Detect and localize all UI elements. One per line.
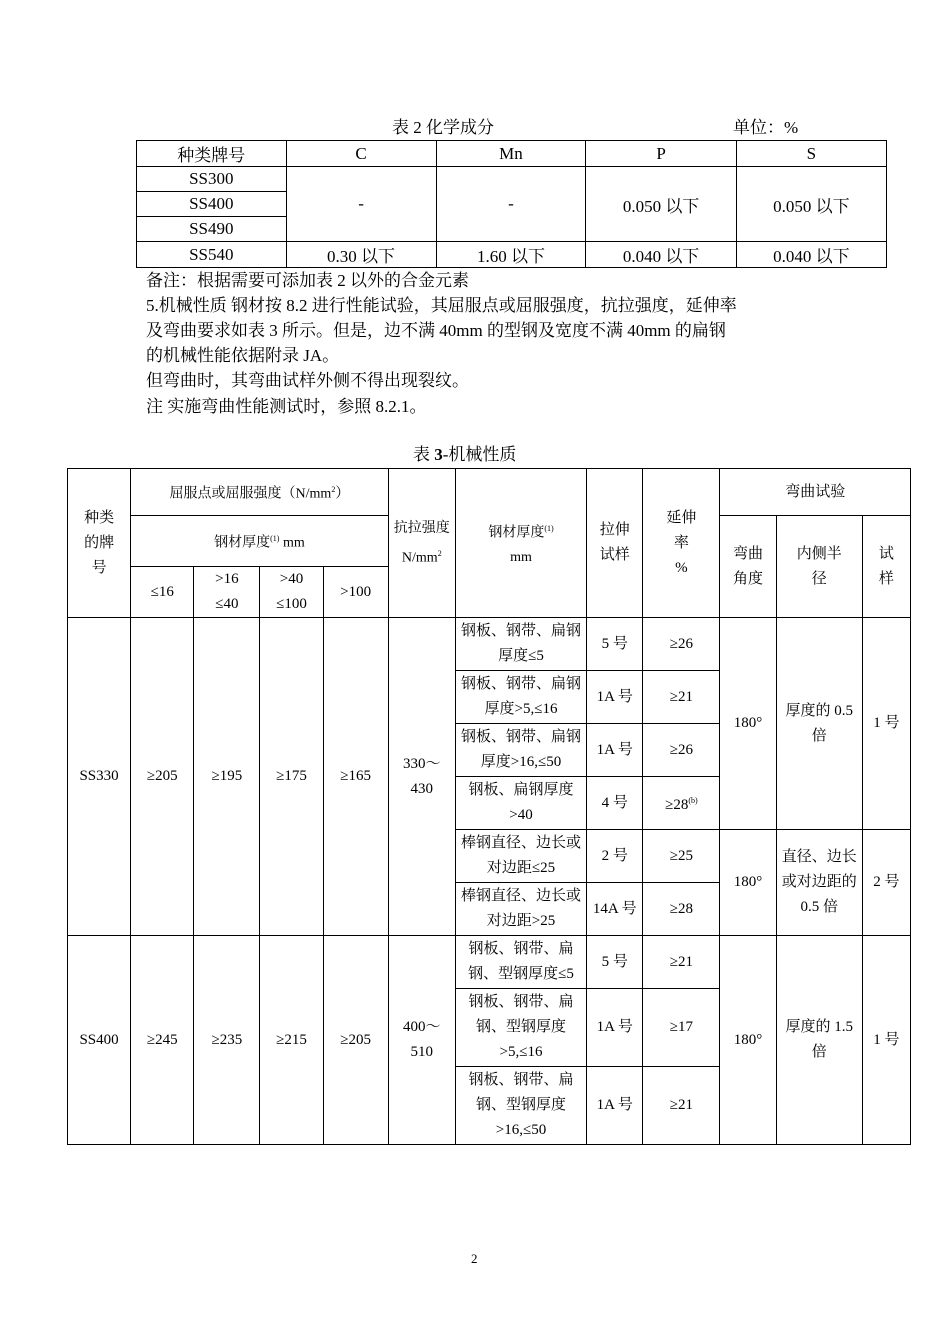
thickness-cell: 钢板、钢带、扁钢、型钢厚度>5,≤16 bbox=[455, 989, 586, 1067]
bend-angle-cell: 180° bbox=[720, 618, 776, 830]
header-s: S bbox=[736, 141, 886, 167]
bend-angle-cell: 180° bbox=[720, 830, 776, 936]
header-thickness: 钢材厚度$^{(1)}$ mm bbox=[455, 469, 586, 618]
inner-radius-cell: 厚度的 1.5 倍 bbox=[776, 936, 862, 1145]
header-grade: 种类牌号 bbox=[137, 141, 287, 167]
thickness-cell: 钢板、钢带、扁钢厚度>16,≤50 bbox=[455, 724, 586, 777]
elongation-cell: ≥21 bbox=[643, 671, 720, 724]
yield-cell: ≥245 bbox=[131, 936, 194, 1145]
elongation-cell: ≥21 bbox=[643, 936, 720, 989]
elongation-cell: $\ge 28^{(b)}$ bbox=[643, 777, 720, 830]
c-cell: - bbox=[286, 167, 436, 242]
yield-cell: ≥195 bbox=[194, 618, 260, 936]
table-row bbox=[137, 167, 887, 192]
specimen-cell: 2 号 bbox=[587, 830, 643, 883]
elongation-cell: ≥17 bbox=[643, 989, 720, 1067]
inner-radius-cell: 直径、边长或对边距的 0.5 倍 bbox=[776, 830, 862, 936]
bend-angle-cell: 180° bbox=[720, 936, 776, 1145]
specimen-cell: 5 号 bbox=[587, 618, 643, 671]
table-row bbox=[68, 618, 911, 671]
thickness-cell: 钢板、钢带、扁钢、型钢厚度>16,≤50 bbox=[455, 1067, 586, 1145]
specimen-cell: 14A 号 bbox=[587, 883, 643, 936]
thickness-cell: 棒钢直径、边长或对边距≤25 bbox=[455, 830, 586, 883]
yield-cell: ≥205 bbox=[323, 936, 388, 1145]
paragraph-line: 5.机械性质 钢材按 8.2 进行性能试验，其屈服点或屈服强度，抗拉强度，延伸率 bbox=[146, 296, 737, 315]
specimen-cell: 1A 号 bbox=[587, 1067, 643, 1145]
thickness-cell: 钢板、钢带、扁钢厚度≤5 bbox=[455, 618, 586, 671]
header-range: >100 bbox=[323, 567, 388, 618]
table-row bbox=[68, 936, 911, 989]
tensile-cell: 330～430 bbox=[388, 618, 455, 936]
specimen-cell: 1A 号 bbox=[587, 724, 643, 777]
header-range: ≤16 bbox=[131, 567, 194, 618]
specimen-cell: 1A 号 bbox=[587, 989, 643, 1067]
thickness-cell: 钢板、钢带、扁钢、型钢厚度≤5 bbox=[455, 936, 586, 989]
elongation-cell: ≥26 bbox=[643, 724, 720, 777]
note-text: 注 实施弯曲性能测试时，参照 8.2.1。 bbox=[146, 397, 427, 416]
grade-cell: SS490 bbox=[137, 217, 287, 242]
mn-cell: 1.60 以下 bbox=[436, 242, 586, 268]
grade-cell: SS400 bbox=[137, 192, 287, 217]
yield-cell: ≥205 bbox=[131, 618, 194, 936]
specimen-cell: 1A 号 bbox=[587, 671, 643, 724]
header-mn: Mn bbox=[436, 141, 586, 167]
header-bend-test: 弯曲试验 bbox=[720, 469, 911, 516]
header-p: P bbox=[586, 141, 736, 167]
header-bend-specimen: 试样 bbox=[862, 516, 910, 618]
mechanical-properties-table bbox=[67, 468, 911, 1145]
grade-cell: SS330 bbox=[68, 618, 131, 936]
s-cell: 0.050 以下 bbox=[736, 167, 886, 242]
thickness-cell: 钢板、扁钢厚度>40 bbox=[455, 777, 586, 830]
grade-cell: SS540 bbox=[137, 242, 287, 268]
specimen-cell: 4 号 bbox=[587, 777, 643, 830]
header-range: >40 ≤100 bbox=[260, 567, 323, 618]
tensile-cell: 400～510 bbox=[388, 936, 455, 1145]
table-header-row bbox=[137, 141, 887, 167]
mn-cell: - bbox=[436, 167, 586, 242]
remark-text: 备注：根据需要可添加表 2 以外的合金元素 bbox=[146, 271, 469, 290]
table2-unit: 单位：% bbox=[733, 118, 799, 137]
header-tensile: 抗拉强度 $N/mm^2$ bbox=[388, 469, 455, 618]
p-cell: 0.050 以下 bbox=[586, 167, 736, 242]
table2-title: 表 2 化学成分 bbox=[392, 118, 494, 137]
header-bend-angle: 弯曲角度 bbox=[720, 516, 776, 618]
table3-title: 表 3-机械性质 bbox=[413, 445, 517, 464]
header-inner-radius: 内侧半径 bbox=[776, 516, 862, 618]
elongation-cell: ≥21 bbox=[643, 1067, 720, 1145]
paragraph-line: 的机械性能依据附录 JA。 bbox=[146, 346, 340, 365]
header-grade: 种类的牌号 bbox=[68, 469, 131, 618]
specimen-cell: 5 号 bbox=[587, 936, 643, 989]
s-cell: 0.040 以下 bbox=[736, 242, 886, 268]
header-steel-thickness: 钢材厚度$^{(1)}$ mm bbox=[131, 516, 389, 567]
p-cell: 0.040 以下 bbox=[586, 242, 736, 268]
paragraph-line: 及弯曲要求如表 3 所示。但是，边不满 40mm 的型钢及宽度不满 40mm 的扁钢 bbox=[146, 321, 726, 340]
paragraph-line: 但弯曲时，其弯曲试样外侧不得出现裂纹。 bbox=[146, 371, 469, 390]
bend-specimen-cell: 2 号 bbox=[862, 830, 910, 936]
header-range: >16 ≤40 bbox=[194, 567, 260, 618]
yield-cell: ≥235 bbox=[194, 936, 260, 1145]
chemical-composition-table bbox=[136, 140, 887, 268]
inner-radius-cell: 厚度的 0.5 倍 bbox=[776, 618, 862, 830]
grade-cell: SS300 bbox=[137, 167, 287, 192]
header-row bbox=[68, 469, 911, 516]
header-tensile-specimen: 拉伸试样 bbox=[587, 469, 643, 618]
thickness-cell: 棒钢直径、边长或对边距>25 bbox=[455, 883, 586, 936]
grade-cell: SS400 bbox=[68, 936, 131, 1145]
thickness-cell: 钢板、钢带、扁钢厚度>5,≤16 bbox=[455, 671, 586, 724]
bend-specimen-cell: 1 号 bbox=[862, 618, 910, 830]
c-cell: 0.30 以下 bbox=[286, 242, 436, 268]
header-c: C bbox=[286, 141, 436, 167]
page-number: 2 bbox=[471, 1251, 478, 1266]
bend-specimen-cell: 1 号 bbox=[862, 936, 910, 1145]
yield-cell: ≥175 bbox=[260, 618, 323, 936]
header-yield: 屈服点或屈服强度$(N/mm^2)$ bbox=[131, 469, 389, 516]
yield-cell: ≥165 bbox=[323, 618, 388, 936]
table-row bbox=[137, 242, 887, 268]
header-elongation: 延伸率 % bbox=[643, 469, 720, 618]
elongation-cell: ≥28 bbox=[643, 883, 720, 936]
yield-cell: ≥215 bbox=[260, 936, 323, 1145]
elongation-cell: ≥26 bbox=[643, 618, 720, 671]
elongation-cell: ≥25 bbox=[643, 830, 720, 883]
